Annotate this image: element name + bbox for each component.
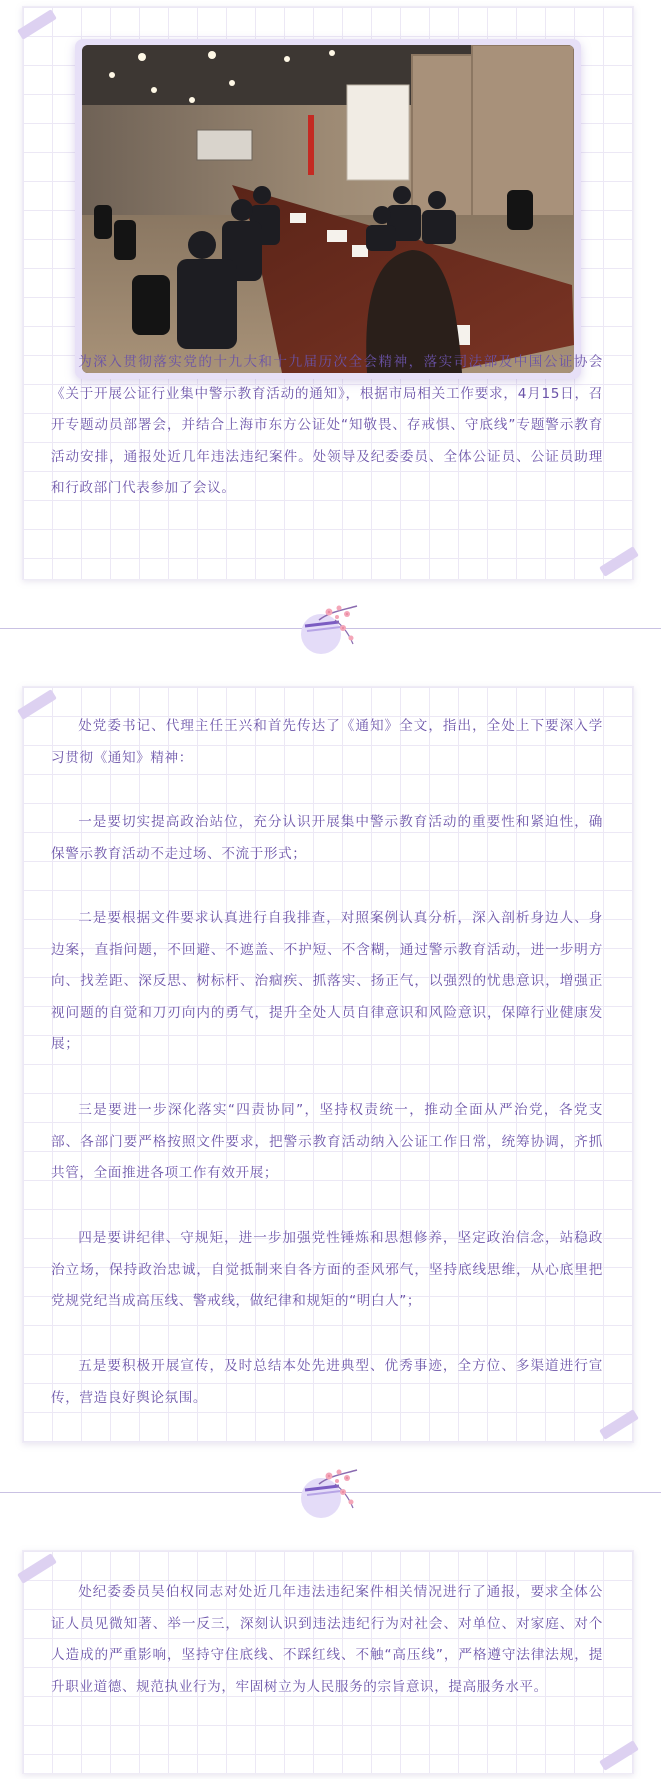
corner-decoration <box>599 1740 639 1771</box>
corner-decoration <box>599 1409 639 1440</box>
intro-paragraph: 为深入贯彻落实党的十九大和十九届历次全会精神，落实司法部及中国公证协会《关于开展公证行业集中警示教育活动的通知》，根据市局相关工作要求，4月15日，召开专题动员部署会，并结合上海市东方公证处“知敬畏、存戒惧、守底线”专题警示教育活动安排，通报处近几年违法违纪案件。处领导及纪委委员、全体公证员、公证员助理和行政部门代表参加了会议。 <box>51 354 603 496</box>
plum-blossom-circle-icon <box>299 600 363 656</box>
paragraph-point-2: 二是要根据文件要求认真进行自我排查，对照案例认真分析，深入剖析身边人、身边案，直指问题，不回避、不遮盖、不护短、不含糊，通过警示教育活动，进一步明方向、找差距、深反思、树标杆、治痼疾、抓落实、扬正气，以强烈的忧患意识，增强正视问题的自觉和刀刃向内的勇气，提升全处人员自律意识和风险意识，保障行业健康发展； <box>51 910 603 1052</box>
paragraph-notification: 处纪委委员吴伯权同志对处近几年违法违纪案件相关情况进行了通报，要求全体公证人员见微知著、举一反三，深刻认识到违法违纪行为对社会、对单位、对家庭、对个人造成的严重影响，坚持守住底线、不踩红线、不触“高压线”，严格遵守法律法规，提升职业道德、规范执业行为，牢固树立为人民服务的宗旨意识，提高服务水平。 <box>51 1584 603 1695</box>
paragraph-point-3: 三是要进一步深化落实“四责协同”，坚持权责统一，推动全面从严治党，各党支部、各部门要严格按照文件要求，把警示教育活动纳入公证工作日常，统筹协调，齐抓共管，全面推进各项工作有效开展； <box>51 1102 603 1181</box>
plum-blossom-circle-icon <box>299 1464 363 1520</box>
corner-decoration <box>17 9 57 40</box>
meeting-photo-illustration <box>82 45 574 373</box>
meeting-photo <box>82 45 574 373</box>
corner-decoration <box>599 546 639 577</box>
paragraph-point-5: 五是要积极开展宣传，及时总结本处先进典型、优秀事迹，全方位、多渠道进行宣传，营造良好舆论氛围。 <box>51 1358 603 1406</box>
meeting-photo-frame <box>75 39 581 379</box>
article-card-2 <box>22 686 634 1443</box>
paragraph-point-4: 四是要讲纪律、守规矩，进一步加强党性锤炼和思想修养，坚定政治信念，站稳政治立场，保持政治忠诚，自觉抵制来自各方面的歪风邪气，坚持底线思维，从心底里把党规党纪当成高压线、警戒线，做纪律和规矩的“明白人”； <box>51 1230 603 1309</box>
paragraph-point-1: 一是要切实提高政治站位，充分认识开展集中警示教育活动的重要性和紧迫性，确保警示教育活动不走过场、不流于形式； <box>51 814 603 862</box>
article-card-1 <box>22 6 634 580</box>
paragraph-opening: 处党委书记、代理主任王兴和首先传达了《通知》全文，指出，全处上下要深入学习贯彻《通知》精神： <box>51 718 603 766</box>
article-card-3 <box>22 1550 634 1774</box>
